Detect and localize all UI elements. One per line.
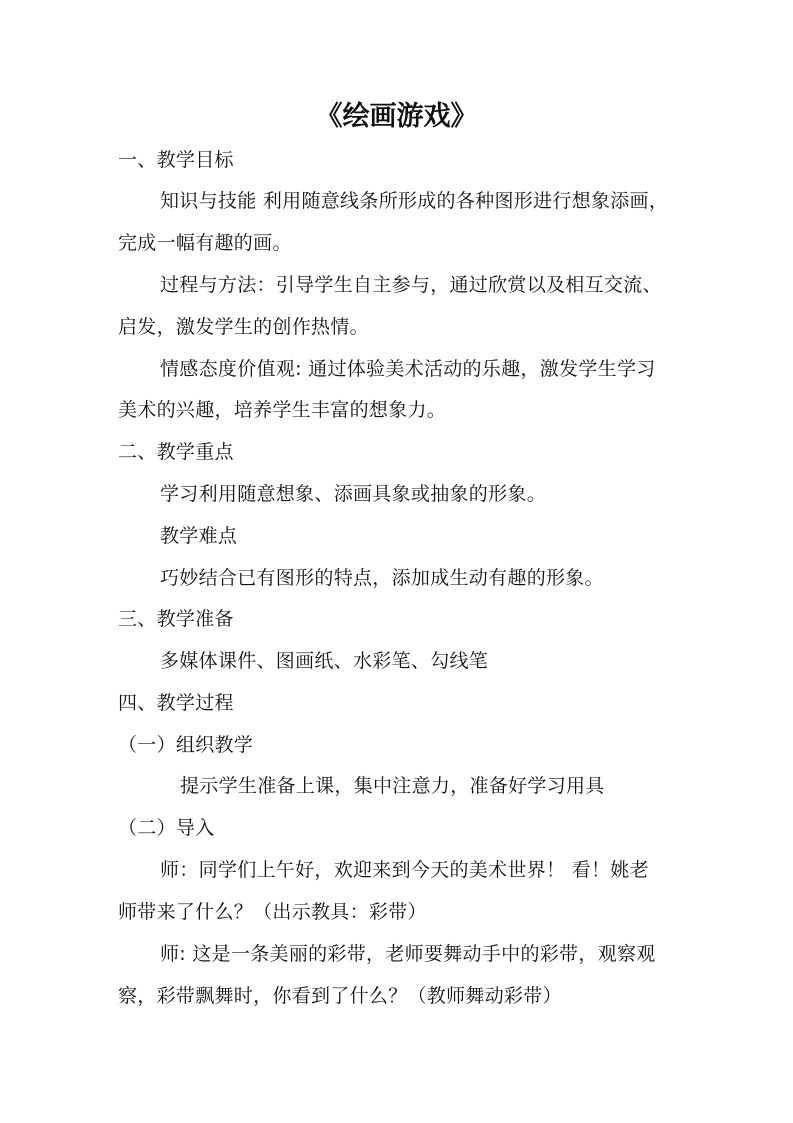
section-heading-preparation: 三、教学准备 <box>118 608 234 630</box>
subheading-organize: （一）组织教学 <box>118 734 254 756</box>
paragraph-organize: 提示学生准备上课，集中注意力，准备好学习用具 <box>180 775 605 797</box>
paragraph-teacher1-line1: 师：同学们上午好，欢迎来到今天的美术世界！ 看！姚老 <box>160 859 649 881</box>
paragraph-knowledge-line2: 完成一幅有趣的画。 <box>118 232 292 254</box>
paragraph-teacher2-line2: 察，彩带飘舞时，你看到了什么？（教师舞动彩带） <box>118 985 562 1007</box>
section-heading-goals: 一、教学目标 <box>118 149 234 171</box>
paragraph-difficulty: 巧妙结合已有图形的特点，添加成生动有趣的形象。 <box>160 567 604 589</box>
section-heading-keypoints: 二、教学重点 <box>118 441 234 463</box>
paragraph-teacher2-line1: 师: 这是一条美丽的彩带，老师要舞动手中的彩带，观察观 <box>160 943 656 965</box>
paragraph-keypoint: 学习利用随意想象、添画具象或抽象的形象。 <box>160 483 547 505</box>
paragraph-teacher1-line2: 师带来了什么？（出示教具：彩带） <box>118 901 427 923</box>
paragraph-process-line2: 启发，激发学生的创作热情。 <box>118 316 369 338</box>
paragraph-attitude-line2: 美术的兴趣，培养学生丰富的想象力。 <box>118 399 447 421</box>
paragraph-knowledge-line1: 知识与技能 利用随意线条所形成的各种图形进行想象添画， <box>160 190 669 212</box>
paragraph-attitude-line1: 情感态度价值观: 通过体验美术活动的乐趣，激发学生学习 <box>160 358 656 380</box>
page-title: 《绘画游戏》 <box>315 101 478 132</box>
subheading-difficulty: 教学难点 <box>160 525 238 547</box>
paragraph-process-line1: 过程与方法：引导学生自主参与，通过欣赏以及相互交流、 <box>160 274 662 296</box>
paragraph-materials: 多媒体课件、图画纸、水彩笔、勾线笔 <box>160 650 489 672</box>
subheading-intro: （二）导入 <box>118 817 215 839</box>
section-heading-process: 四、教学过程 <box>118 692 234 714</box>
